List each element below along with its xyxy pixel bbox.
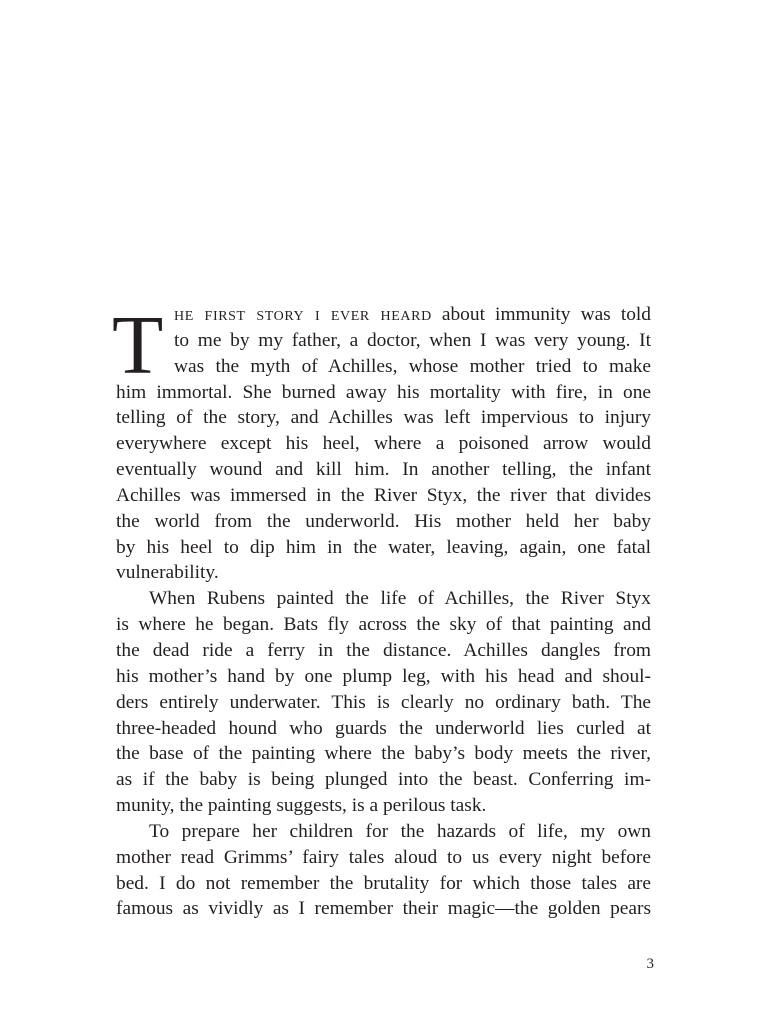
text-line: the base of the painting where the baby’s body meets the river, — [116, 743, 651, 765]
text-line: the dead ride a ferry in the distance. Achilles dangles from — [116, 639, 651, 661]
text-line: famous as vividly as I remember their magic—the golden pears — [116, 898, 651, 920]
text-line: Achilles was immersed in the River Styx, the river that divides — [116, 484, 651, 506]
text-line: mother read Grimms’ fairy tales aloud to us every night before — [116, 846, 651, 868]
text-line: the world from the underworld. His mother held her baby — [116, 510, 651, 532]
opening-smallcaps: he first story i ever heard — [174, 304, 432, 325]
text-line: munity, the painting suggests, is a perilous task. — [116, 795, 487, 817]
text-line: everywhere except his heel, where a poisoned arrow would — [116, 433, 651, 455]
text-line: To prepare her children for the hazards of life, my own — [149, 820, 651, 842]
text-line: is where he began. Bats fly across the sky of that painting and — [116, 614, 651, 636]
text-line: as if the baby is being plunged into the beast. Conferring im- — [116, 769, 651, 791]
text-line: telling of the story, and Achilles was left impervious to injury — [116, 407, 651, 429]
text-line: When Rubens painted the life of Achilles, the River Styx — [149, 588, 651, 610]
text-line: his mother’s hand by one plump leg, with his head and shoul- — [116, 665, 651, 687]
body-text — [112, 299, 651, 922]
text-line: he first story i ever heard about immunity was told — [174, 304, 651, 325]
text-line: three-headed hound who guards the underworld lies curled at — [116, 717, 651, 739]
text-line: by his heel to dip him in the water, leaving, again, one fatal — [116, 536, 651, 558]
text-line: eventually wound and kill him. In another telling, the infant — [116, 459, 651, 481]
text-line: him immortal. She burned away his mortality with fire, in one — [116, 381, 651, 403]
text-line: was the myth of Achilles, whose mother tried to make — [174, 355, 651, 377]
text-line: ders entirely underwater. This is clearly no ordinary bath. The — [116, 691, 651, 713]
page-number: 3 — [646, 956, 654, 972]
text-line: vulnerability. — [116, 562, 219, 584]
drop-cap: T — [112, 299, 164, 392]
text-line: to me by my father, a doctor, when I was very young. It — [174, 329, 651, 351]
text-line: bed. I do not remember the brutality for which those tales are — [116, 872, 651, 894]
